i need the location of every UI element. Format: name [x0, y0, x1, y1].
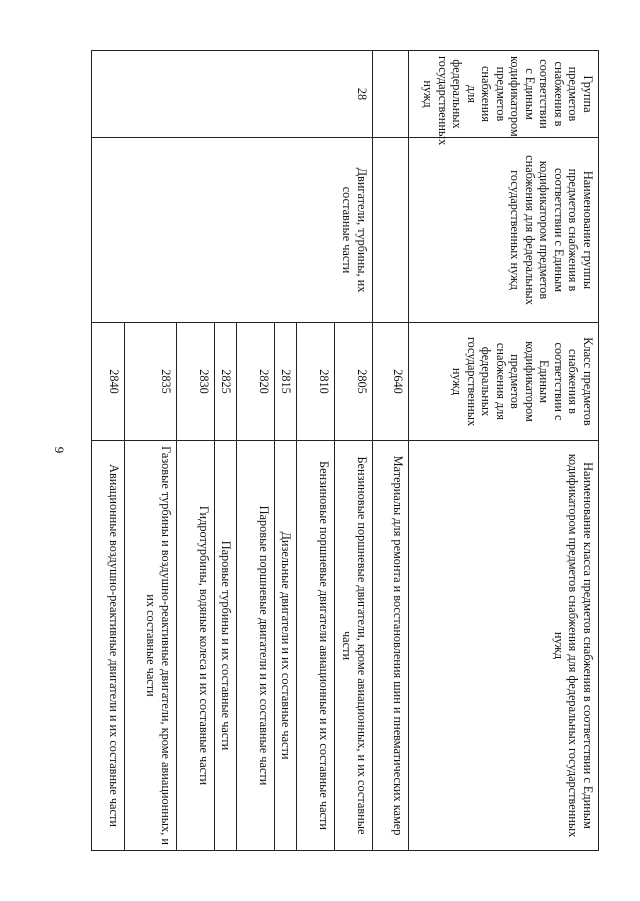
class-name: Гидротурбины, водяные колеса и их составные части: [177, 441, 215, 851]
group-cell-empty: [373, 51, 409, 138]
header-class-name: Наименование класса предметов снабжения в соответствии с Единым кодификатором предметов снабжения для федеральных государственных нужд: [409, 441, 599, 851]
class-code: 2810: [297, 323, 335, 441]
group-code: 28: [92, 51, 373, 138]
class-name: Бензиновые поршневые двигатели, кроме авиационных, и их составные части: [335, 441, 373, 851]
header-group-name: Наименование группы предметов снабжения в соответствии с Единым кодификатором предметов снабжения для федеральных государственных нужд: [409, 138, 599, 323]
header-row: [409, 51, 599, 851]
class-code: 2805: [335, 323, 373, 441]
supply-classes-table: [91, 50, 599, 851]
group-name: Двигатели, турбины, их составные части: [92, 138, 373, 323]
class-code: 2825: [215, 323, 237, 441]
supply-classes-table-wrapper: [91, 50, 599, 850]
class-name: Авиационные воздушно-реактивные двигатели и их составные части: [92, 441, 125, 851]
class-code: 2830: [177, 323, 215, 441]
table-row: [373, 51, 409, 851]
class-code: 2640: [373, 323, 409, 441]
class-code: 2840: [92, 323, 125, 441]
class-code: 2815: [275, 323, 297, 441]
page-number: 9: [52, 446, 67, 454]
class-name: Дизельные двигатели и их составные части: [275, 441, 297, 851]
header-class: Класс предметов снабжения в соответствии с Единым кодификатором предметов снабжения для федеральных государственных нужд: [409, 323, 599, 441]
class-name: Материалы для ремонта и восстановления шин и пневматических камер: [373, 441, 409, 851]
group-name-cell-empty: [373, 138, 409, 323]
table-row: [335, 51, 373, 851]
class-code: 2820: [237, 323, 275, 441]
class-code: 2835: [125, 323, 177, 441]
class-name: Газовые турбины и воздушно-реактивные двигатели, кроме авиационных, и их составные части: [125, 441, 177, 851]
class-name: Бензиновые поршневые двигатели авиационные и их составные части: [297, 441, 335, 851]
class-name: Паровые турбины и их составные части: [215, 441, 237, 851]
class-name: Паровые поршневые двигатели и их составные части: [237, 441, 275, 851]
header-group: Группа предметов снабжения в соответствии с Единым кодификатором предметов снабжения для федеральных государственных нужд: [409, 51, 599, 138]
